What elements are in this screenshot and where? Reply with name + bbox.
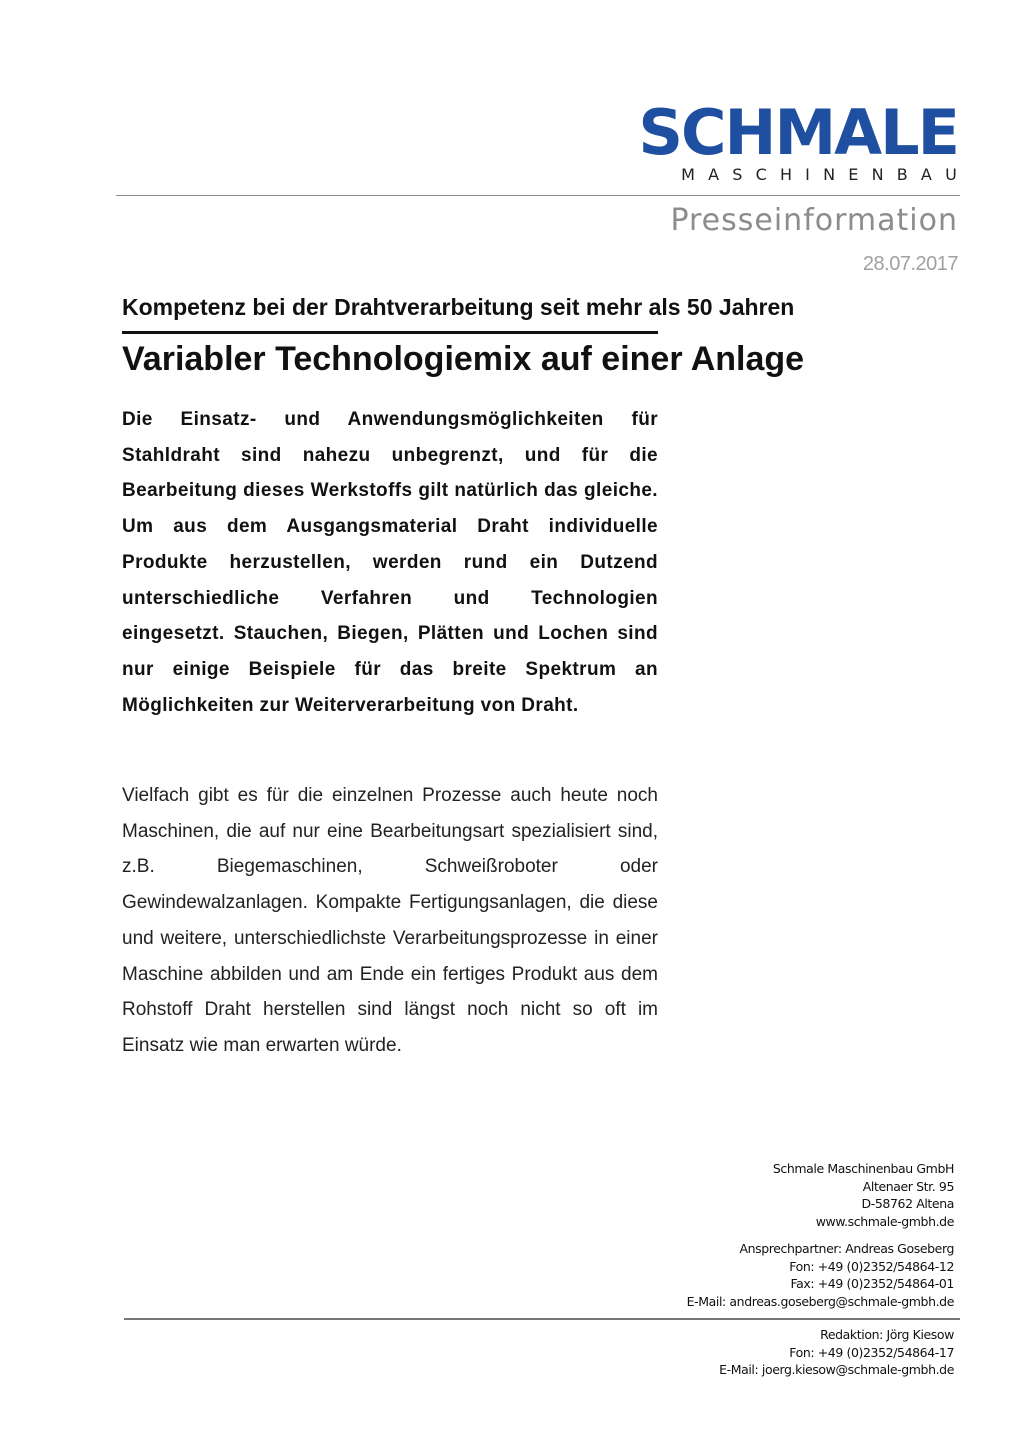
company-name: Schmale Maschinenbau GmbH bbox=[772, 1161, 954, 1176]
contact-person-fax: Fax: +49 (0)2352/54864-01 bbox=[790, 1276, 954, 1291]
article-lead-paragraph: Die Einsatz- und Anwendungsmöglichkeiten für Stahldraht sind nahezu unbegrenzt, und für die Bearbeitung dieses Werkstoffs gilt natürlich das gleiche. Um aus dem Ausgangsmaterial Draht individuelle Produkte herzustellen, werden rund ein Dutzend unterschiedliche Verfahren und Technologien eingesetzt. Stauchen, Biegen, Plätten und Lochen sind nur einige Beispiele für das breite Spektrum an Möglichkeiten zur Weiterverarbeitung von Draht. bbox=[122, 409, 658, 716]
contact-person-email: E-Mail: andreas.goseberg@schmale-gmbh.de bbox=[686, 1293, 954, 1309]
footer-divider bbox=[124, 1318, 960, 1320]
editor-email: E-Mail: joerg.kiesow@schmale-gmbh.de bbox=[719, 1362, 954, 1377]
contact-person-phone: Fon: +49 (0)2352/54864-12 bbox=[789, 1258, 954, 1274]
editor-name: Redaktion: Jörg Kiesow bbox=[820, 1327, 954, 1342]
press-date: 28.07.2017 bbox=[862, 253, 958, 275]
logo-subtitle: MASCHINENBAU bbox=[681, 165, 970, 184]
kicker-underline bbox=[122, 331, 658, 334]
press-label: Presseinformation bbox=[670, 203, 958, 238]
contact-person-block bbox=[687, 1240, 954, 1310]
company-city: D-58762 Altena bbox=[861, 1196, 954, 1211]
editor-phone: Fon: +49 (0)2352/54864-17 bbox=[789, 1344, 954, 1360]
header-divider bbox=[116, 195, 960, 196]
article-kicker: Kompetenz bei der Drahtverarbeitung seit mehr als 50 Jahren bbox=[122, 294, 795, 320]
company-address-block bbox=[773, 1160, 954, 1230]
company-website: www.schmale-gmbh.de bbox=[815, 1213, 954, 1229]
article-body-paragraph: Vielfach gibt es für die einzelnen Prozesse auch heute noch Maschinen, die auf nur eine Bearbeitungsart spezialisiert sind, z.B. Biegemaschinen, Schweißroboter oder Gewindewalzanlagen. Kompakte Fertigungsanlagen, die diese und weitere, unterschiedlichste Verarbeitungsprozesse in einer Maschine abbilden und am Ende ein fertiges Produkt aus dem Rohstoff Draht herstellen sind längst noch nicht so oft im Einsatz wie man erwarten würde. bbox=[122, 785, 658, 1056]
logo-wordmark: SCHMALE bbox=[638, 96, 958, 169]
company-logo bbox=[638, 96, 970, 184]
contact-person-name: Ansprechpartner: Andreas Goseberg bbox=[739, 1241, 954, 1256]
article-headline: Variabler Technologiemix auf einer Anlage bbox=[122, 340, 805, 378]
company-street: Altenaer Str. 95 bbox=[862, 1178, 954, 1194]
editor-contact-block bbox=[719, 1326, 954, 1379]
